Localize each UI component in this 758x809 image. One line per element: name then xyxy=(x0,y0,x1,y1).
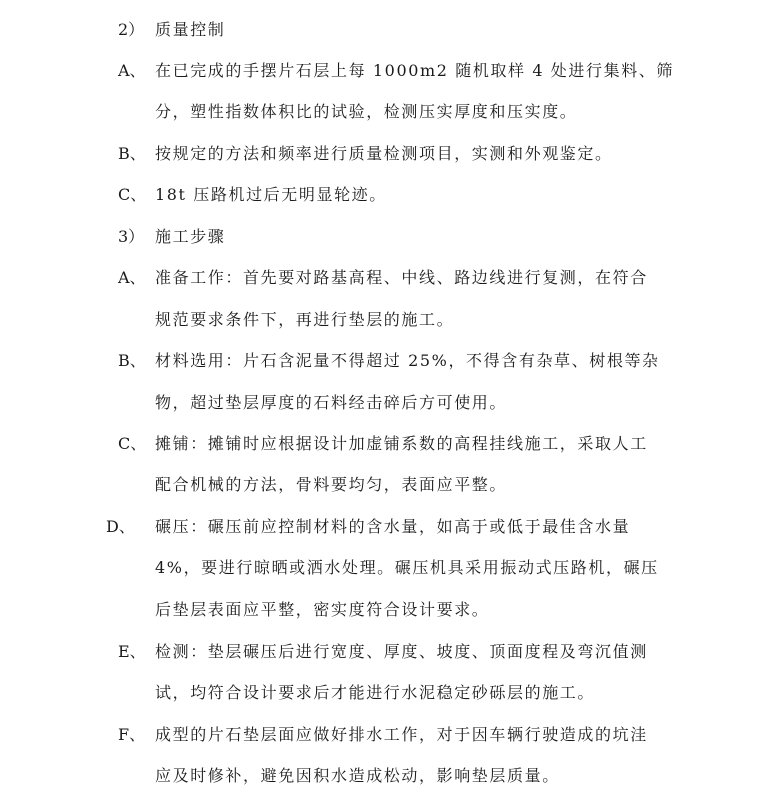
item-2a-line-2: 分，塑性指数体积比的试验，检测压实厚度和压实度。 xyxy=(155,102,578,121)
item-3e-marker: E、 xyxy=(118,642,146,661)
item-3c-marker: C、 xyxy=(118,434,147,453)
item-3d-line-3: 后垫层表面应平整，密实度符合设计要求。 xyxy=(155,600,490,619)
item-3f-marker: F、 xyxy=(118,725,146,744)
item-2c-marker: C、 xyxy=(118,185,147,204)
section-3-title: 施工步骤 xyxy=(155,227,226,246)
item-3e-line-2: 试，均符合设计要求后才能进行水泥稳定砂砾层的施工。 xyxy=(155,683,596,702)
item-2c-line-1: 18t 压路机过后无明显轮迹。 xyxy=(155,185,387,204)
item-2b-marker: B、 xyxy=(118,144,146,163)
item-2b-line-1: 按规定的方法和频率进行质量检测项目，实测和外观鉴定。 xyxy=(155,144,613,163)
item-3d-marker: D、 xyxy=(106,517,135,536)
item-3c-line-1: 摊铺：摊铺时应根据设计加虚铺系数的高程挂线施工，采取人工 xyxy=(155,434,648,453)
item-3b-marker: B、 xyxy=(118,351,146,370)
item-3a-line-2: 规范要求条件下，再进行垫层的施工。 xyxy=(155,310,455,329)
item-3a-line-1: 准备工作：首先要对路基高程、中线、路边线进行复测，在符合 xyxy=(155,268,648,287)
item-3b-line-1: 材料选用：片石含泥量不得超过 25%，不得含有杂草、树根等杂 xyxy=(155,351,660,370)
section-2-marker: 2） xyxy=(118,20,145,39)
item-2a-line-1: 在已完成的手摆片石层上每 1000m2 随机取样 4 处进行集料、筛 xyxy=(155,61,674,80)
item-3a-marker: A、 xyxy=(118,268,146,287)
item-3e-line-1: 检测：垫层碾压后进行宽度、厚度、坡度、顶面度程及弯沉值测 xyxy=(155,642,648,661)
item-3c-line-2: 配合机械的方法，骨料要均匀，表面应平整。 xyxy=(155,475,508,494)
section-2-title: 质量控制 xyxy=(155,20,226,39)
item-2a-marker: A、 xyxy=(118,61,146,80)
item-3d-line-2: 4%，要进行晾晒或洒水处理。碾压机具采用振动式压路机，碾压 xyxy=(155,558,659,577)
item-3d-line-1: 碾压：碾压前应控制材料的含水量，如高于或低于最佳含水量 xyxy=(155,517,631,536)
item-3f-line-1: 成型的片石垫层面应做好排水工作，对于因车辆行驶造成的坑洼 xyxy=(155,725,648,744)
section-3-marker: 3） xyxy=(118,227,145,246)
item-3b-line-2: 物，超过垫层厚度的石料经击碎后方可使用。 xyxy=(155,393,508,412)
item-3f-line-2: 应及时修补，避免因积水造成松动，影响垫层质量。 xyxy=(155,766,560,785)
